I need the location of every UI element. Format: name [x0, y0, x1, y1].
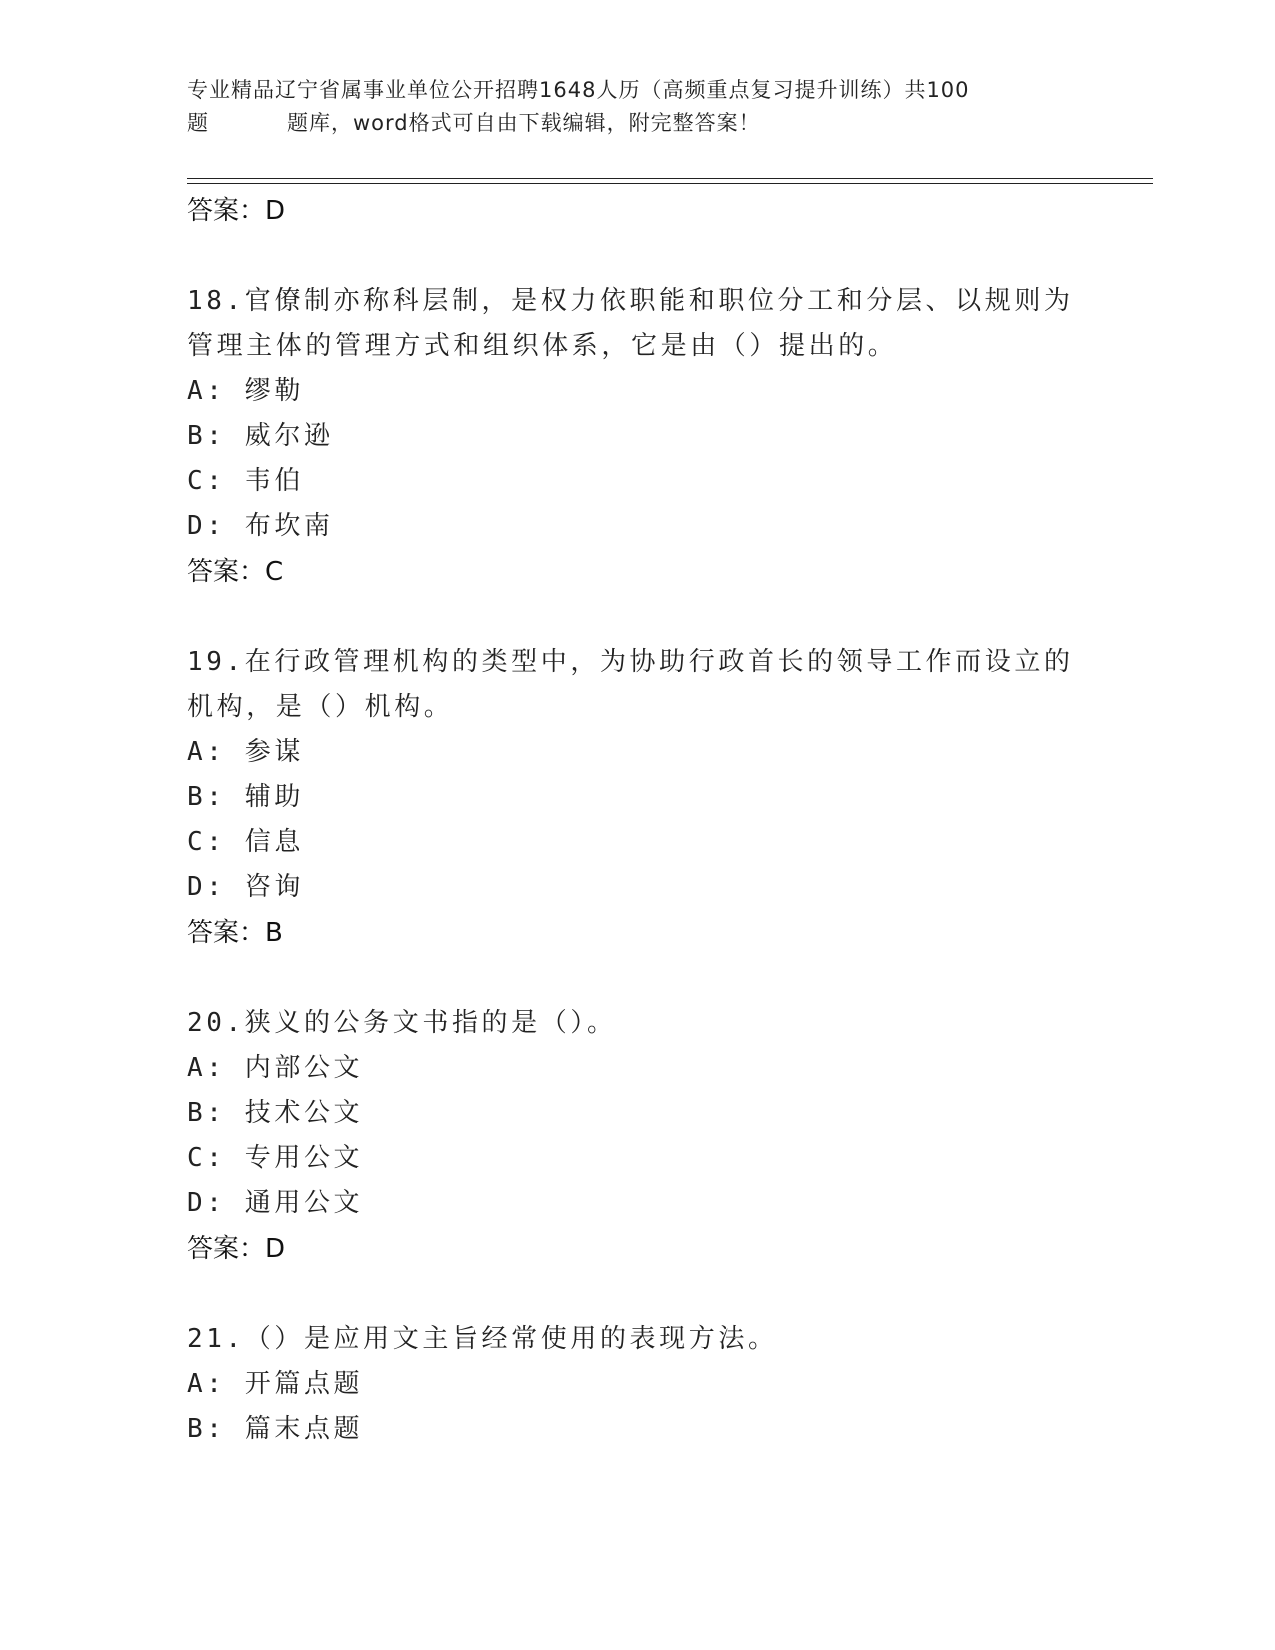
option-d: D: 咨询 — [187, 872, 304, 902]
question-text: 18.官僚制亦称科层制，是权力依职能和职位分工和分层、以规则为管理主体的管理方式和组织体系，它是由（）提出的。 — [187, 286, 1074, 361]
header-divider-top — [187, 178, 1153, 179]
header-title-line-2 — [187, 107, 1067, 140]
option-a: A: 参谋 — [187, 737, 304, 767]
answer-line: 答案：D — [187, 1234, 286, 1264]
answer-line: 答案：B — [187, 918, 283, 948]
header-divider-bottom — [187, 183, 1153, 184]
header-title-lead: 题 — [187, 111, 209, 135]
answer-line: 答案：D — [187, 196, 286, 226]
option-c: C: 专用公文 — [187, 1143, 364, 1173]
question-18 — [187, 279, 1087, 549]
page-header — [187, 74, 1067, 140]
header-title-rest: 题库，word格式可自由下载编辑，附完整答案！ — [287, 111, 761, 135]
question-21 — [187, 1317, 1087, 1452]
option-d: D: 通用公文 — [187, 1188, 364, 1218]
option-d: D: 布坎南 — [187, 511, 334, 541]
option-c: C: 韦伯 — [187, 466, 304, 496]
option-a: A: 开篇点题 — [187, 1369, 364, 1399]
answer-line: 答案：C — [187, 557, 284, 587]
question-text: 21.（）是应用文主旨经常使用的表现方法。 — [187, 1324, 778, 1354]
question-text: 19.在行政管理机构的类型中，为协助行政首长的领导工作而设立的机构，是（）机构。 — [187, 647, 1074, 722]
option-c: C: 信息 — [187, 827, 304, 857]
option-b: B: 威尔逊 — [187, 421, 334, 451]
question-20 — [187, 1001, 1087, 1226]
option-a: A: 缪勒 — [187, 376, 304, 406]
option-a: A: 内部公文 — [187, 1053, 364, 1083]
header-title-line-1: 专业精品辽宁省属事业单位公开招聘1648人历（高频重点复习提升训练）共100 — [187, 78, 970, 102]
question-19 — [187, 640, 1087, 910]
question-list — [187, 188, 1087, 1452]
option-b: B: 篇末点题 — [187, 1414, 364, 1444]
option-b: B: 辅助 — [187, 782, 304, 812]
question-text: 20.狭义的公务文书指的是（）。 — [187, 1008, 617, 1038]
option-b: B: 技术公文 — [187, 1098, 364, 1128]
